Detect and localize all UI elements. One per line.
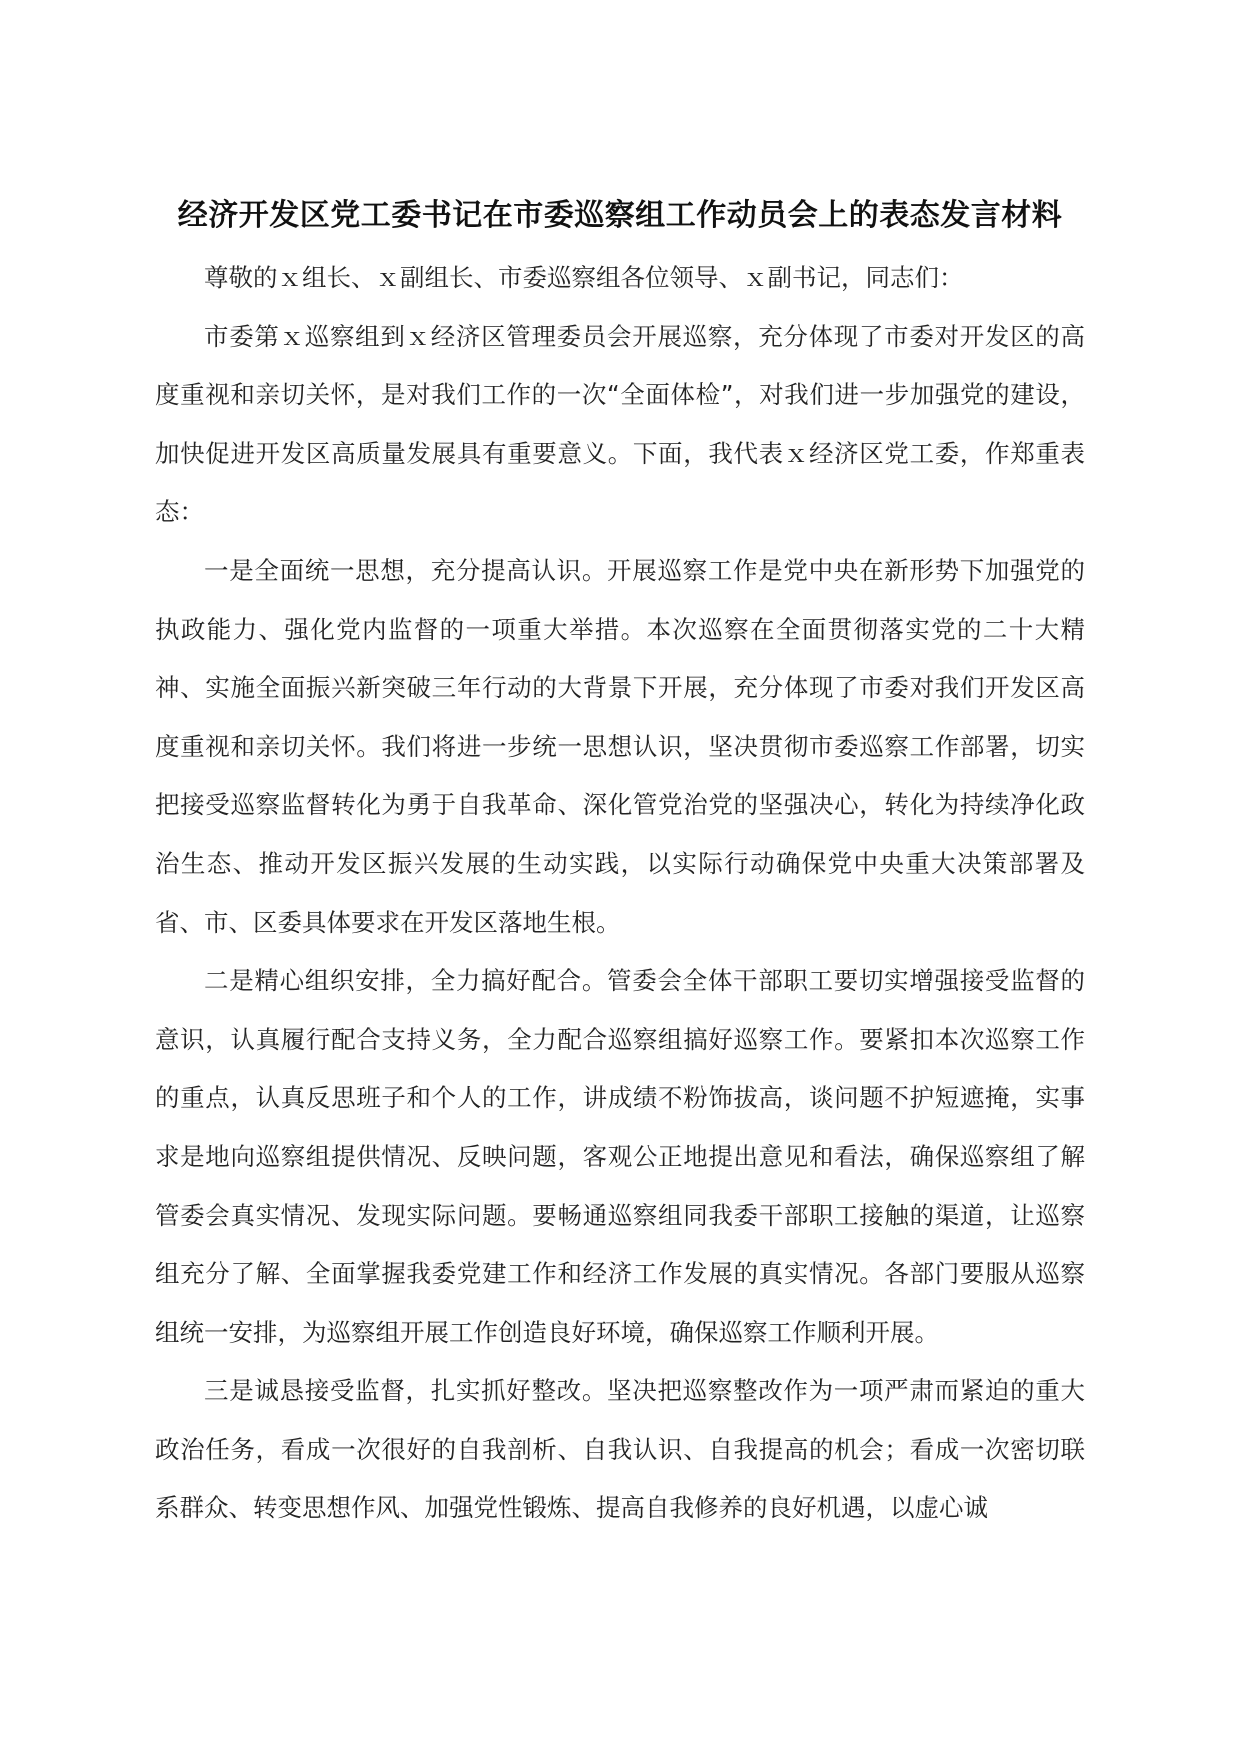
point-three-paragraph: 三是诚恳接受监督，扎实抓好整改。坚决把巡察整改作为一项严肃而紧迫的重大政治任务，看成一次很好的自我剖析、自我认识、自我提高的机会；看成一次密切联系群众、转变思想作风、加强党性锻炼、提高自我修养的良好机遇，以虚心诚 (155, 1376, 1085, 1523)
intro-paragraph: 市委第ｘ巡察组到ｘ经济区管理委员会开展巡察，充分体现了市委对开发区的高度重视和亲切关怀，是对我们工作的一次“全面体检”，对我们进一步加强党的建设，加快促进开发区高质量发展具有重要意义。下面，我代表ｘ经济区党工委，作郑重表态： (155, 321, 1085, 527)
point-two-paragraph: 二是精心组织安排，全力搞好配合。管委会全体干部职工要切实增强接受监督的意识，认真履行配合支持义务，全力配合巡察组搞好巡察工作。要紧扣本次巡察工作的重点，认真反思班子和个人的工作，讲成绩不粉饰拔高，谈问题不护短遮掩，实事求是地向巡察组提供情况、反映问题，客观公正地提出意见和看法，确保巡察组了解管委会真实情况、发现实际问题。要畅通巡察组同我委干部职工接触的渠道，让巡察组充分了解、全面掌握我委党建工作和经济工作发展的真实情况。各部门要服从巡察组统一安排，为巡察组开展工作创造良好环境，确保巡察工作顺利开展。 (155, 966, 1085, 1347)
salutation-paragraph: 尊敬的ｘ组长、ｘ副组长、市委巡察组各位领导、ｘ副书记，同志们： (204, 263, 964, 292)
point-one-paragraph: 一是全面统一思想，充分提高认识。开展巡察工作是党中央在新形势下加强党的执政能力、强化党内监督的一项重大举措。本次巡察在全面贯彻落实党的二十大精神、实施全面振兴新突破三年行动的大背景下开展，充分体现了市委对我们开发区高度重视和亲切关怀。我们将进一步统一思想认识，坚决贯彻市委巡察工作部署，切实把接受巡察监督转化为勇于自我革命、深化管党治党的坚强决心，转化为持续净化政治生态、推动开发区振兴发展的生动实践，以实际行动确保党中央重大决策部署及省、市、区委具体要求在开发区落地生根。 (155, 555, 1085, 937)
document-title: 经济开发区党工委书记在市委巡察组工作动员会上的表态发言材料 (177, 198, 1063, 233)
document-body (155, 249, 1085, 1538)
